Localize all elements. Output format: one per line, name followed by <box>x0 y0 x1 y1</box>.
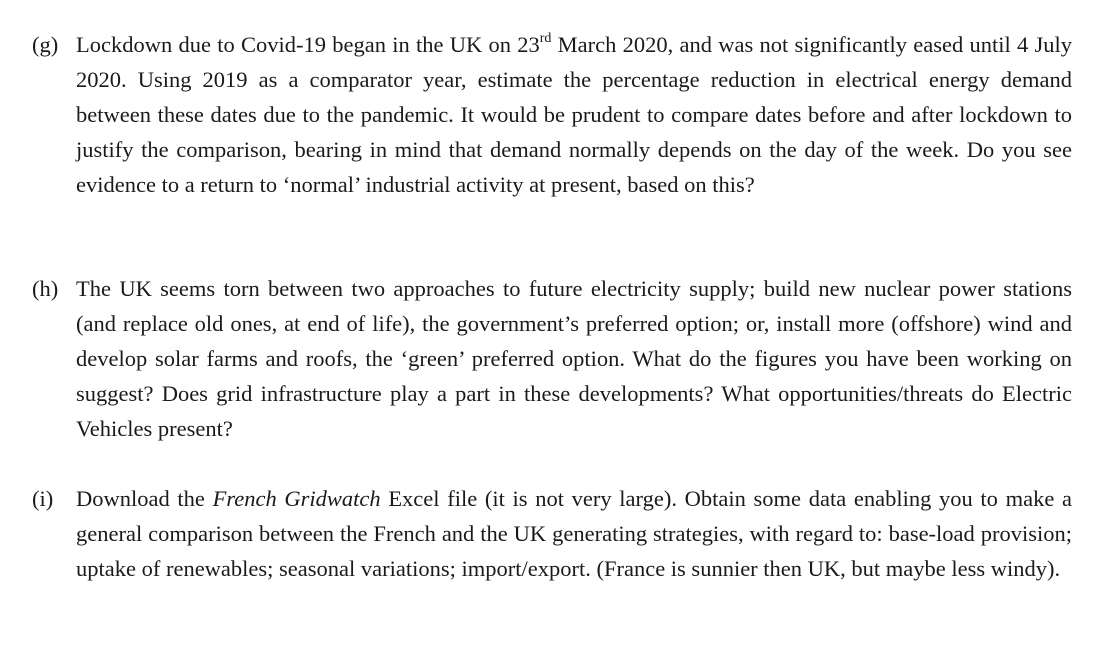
question-text-part: Excel file (it is not very large). Obtain some data enabling you to make a general comparison between the French and the UK generating strategies, with regard to: base-load provision; uptake of renewables; seasonal variations; import/export. (France is sunnier then UK, but maybe less windy). <box>76 486 1072 581</box>
question-i <box>32 481 1072 586</box>
question-text-part: Lockdown due to Covid-19 began in the UK on 23 <box>76 32 540 57</box>
question-text-part: Download the <box>76 486 213 511</box>
question-text <box>76 481 1072 586</box>
question-label: (i) <box>32 486 54 511</box>
superscript-ordinal: rd <box>539 30 552 46</box>
question-label: (h) <box>32 276 59 301</box>
question-text-part: March 2020, and was not significantly eased until 4 July 2020. Using 2019 as a comparator year, estimate the percentage reduction in electrical energy demand between these dates due to the pandemic. It would be prudent to compare dates before and after lockdown to justify the comparison, bearing in mind that demand normally depends on the day of the week. Do you see evidence to a return to ‘normal’ industrial activity at present, based on this? <box>76 32 1072 197</box>
question-g <box>32 27 1072 202</box>
question-text: The UK seems torn between two approaches to future electricity supply; build new nuclear power stations (and replace old ones, at end of life), the government’s preferred option; or, install more (offshore) wind and develop solar farms and roofs, the ‘green’ preferred option. What do the figures you have been working on suggest? Does grid infrastructure play a part in these developments? What opportunities/threats do Electric Vehicles present? <box>76 276 1072 441</box>
question-h <box>32 271 1072 446</box>
question-label: (g) <box>32 32 59 57</box>
file-name-italic: French Gridwatch <box>212 486 381 511</box>
question-text <box>76 27 1072 202</box>
